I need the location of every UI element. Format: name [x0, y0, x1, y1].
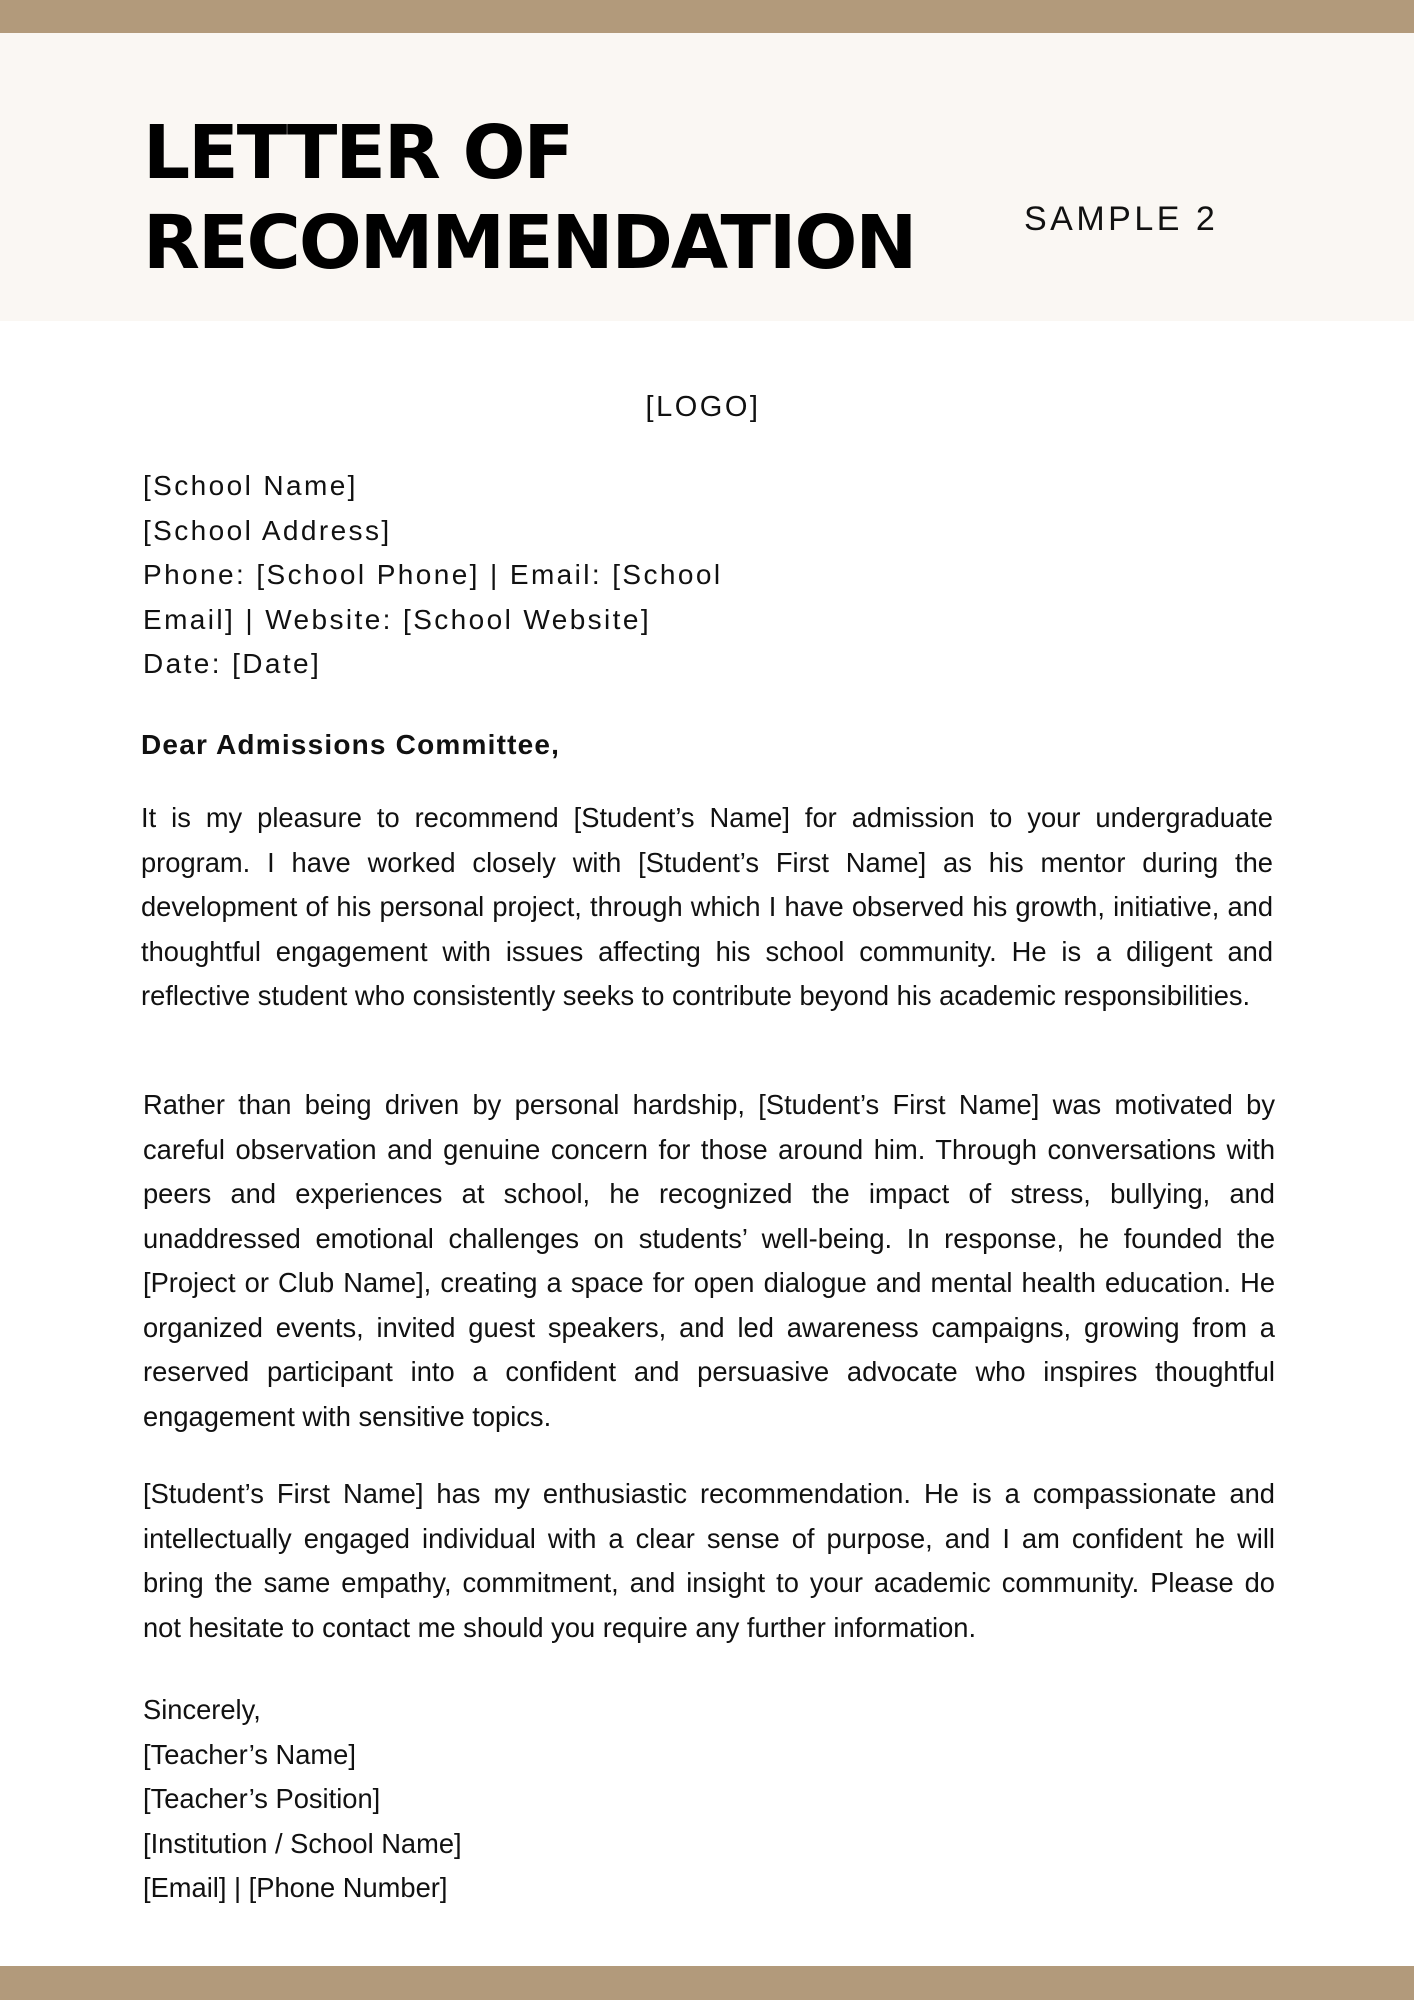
letter-title	[143, 108, 916, 288]
institution-name: [Institution / School Name]	[143, 1827, 462, 1859]
letter-title-line-1: LETTER OF	[143, 110, 573, 196]
school-info-block	[143, 464, 763, 687]
top-decorative-band	[0, 0, 1414, 33]
body-paragraph-2: Rather than being driven by personal hardship, [Student’s First Name] was motivated by careful observation and genuine concern for those around him. Through conversations with peers and experiences at school, he recognized the impact of stress, bullying, and unaddressed emotional challenges on students’ well-being. In response, he founded the [Project or Club Name], creating a space for open dialogue and mental health education. He organized events, invited guest speakers, and led awareness campaigns, growing from a reserved participant into a confident and persuasive advocate who inspires thoughtful engagement with sensitive topics.	[143, 1089, 1275, 1432]
school-name: [School Name]	[143, 470, 358, 501]
closing: Sincerely,	[143, 1694, 261, 1725]
body-paragraph-3: [Student’s First Name] has my enthusiastic recommendation. He is a compassionate and intellectually engaged individual with a clear sense of purpose, and I am confident he will bring the same empathy, commitment, and insight to your academic community. Please do not hesitate to contact me should you require any further information.	[143, 1478, 1275, 1643]
salutation: Dear Admissions Committee,	[141, 729, 561, 760]
letter-title-line-2: RECOMMENDATION	[143, 200, 916, 286]
body-paragraph-1: It is my pleasure to recommend [Student’s Name] for admission to your undergraduate program. I have worked closely with [Student’s First Name] as his mentor during the development of his personal project, through which I have observed his growth, initiative, and thoughtful engagement with issues affecting his school community. He is a diligent and reflective student who consistently seeks to contribute beyond his academic responsibilities.	[141, 802, 1273, 1011]
bottom-decorative-band	[0, 1966, 1414, 2000]
teacher-contact: [Email] | [Phone Number]	[143, 1872, 448, 1903]
letter-date: Date: [Date]	[143, 648, 322, 679]
school-contact-line-2: Email] | Website: [School Website]	[143, 603, 652, 635]
teacher-position: [Teacher’s Position]	[143, 1783, 381, 1814]
letter-header	[0, 33, 1414, 321]
signature-block	[143, 1688, 843, 1911]
logo-placeholder: [LOGO]	[645, 391, 761, 423]
sample-label: SAMPLE 2	[1024, 200, 1219, 238]
teacher-name: [Teacher’s Name]	[143, 1738, 356, 1770]
school-address: [School Address]	[143, 514, 392, 546]
school-contact-line-1: Phone: [School Phone] | Email: [School	[143, 559, 723, 590]
